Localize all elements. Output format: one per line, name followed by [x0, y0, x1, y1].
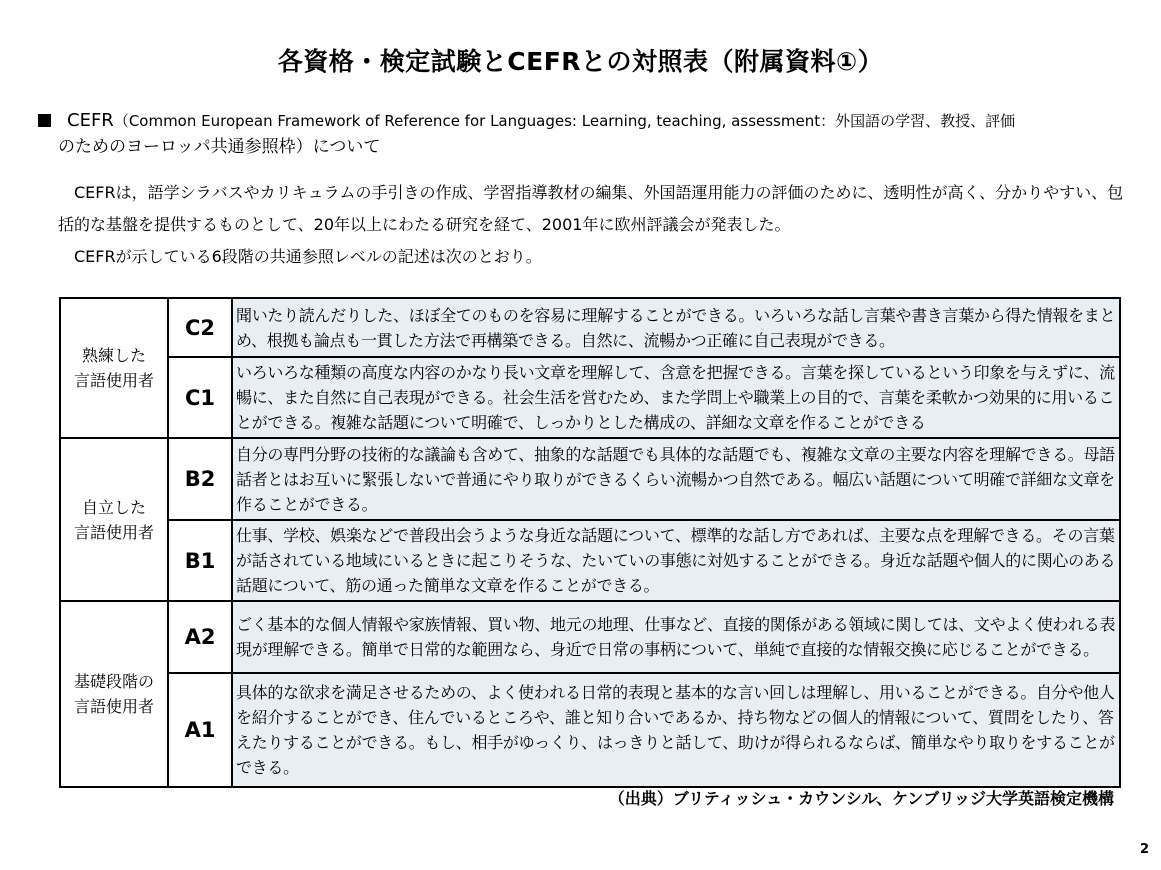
cefr-level-table — [59, 297, 1121, 788]
table-row — [60, 520, 1120, 601]
group-label — [60, 438, 168, 601]
heading-cefr: CEFR — [67, 110, 114, 131]
group-label-line: 基礎段階の 言語使用者 — [73, 672, 154, 716]
level-code: A2 — [168, 601, 232, 673]
group-label-line: 熟練した 言語使用者 — [73, 346, 154, 390]
level-description: 自分の専門分野の技術的な議論も含めて、抽象的な話題でも具体的な話題でも、複雑な文章の主要な内容を理解できる。母語話者とはお互いに緊張しないで普通にやり取りができるくらい流暢かつ自然である。幅広い話題について明確で詳細な文章を作ることができる。 — [232, 438, 1120, 520]
group-label — [60, 298, 168, 438]
square-bullet-icon — [38, 114, 51, 127]
intro-text — [58, 177, 1128, 273]
level-description: 具体的な欲求を満足させるための、よく使われる日常的表現と基本的な言い回しは理解し、用いることができる。自分や他人を紹介することができ、住んでいるところや、誰と知り合いであるか、持ち物などの個人的情報について、質問をしたり、答えたりすることができる。もし、相手がゆっくり、はっきりと話して、助けが得られるならば、簡単なやり取りをすることができる。 — [232, 673, 1120, 787]
source-citation: （出典）ブリティッシュ・カウンシル、ケンブリッジ大学英語検定機構 — [608, 789, 1114, 808]
heading-line2: のためのヨーロッパ共通参照枠）について — [58, 137, 381, 157]
level-description: 聞いたり読んだりした、ほぼ全てのものを容易に理解することができる。いろいろな話し言葉や書き言葉から得た情報をまとめ、根拠も論点も一貫した方法で再構築できる。自然に、流暢かつ正確に自己表現ができる。 — [232, 298, 1120, 357]
page-number: 2 — [1139, 842, 1149, 857]
level-code: B2 — [168, 438, 232, 520]
level-code: C2 — [168, 298, 232, 357]
level-code: B1 — [168, 520, 232, 601]
table-row — [60, 438, 1120, 520]
level-description: いろいろな種類の高度な内容のかなり長い文章を理解して、含意を把握できる。言葉を探しているという印象を与えずに、流暢に、また自然に自己表現ができる。社会生活を営むため、また学問上や職業上の目的で、言葉を柔軟かつ効果的に用いることができる。複雑な話題について明確で、しっかりとした構成の、詳細な文章を作ることができる — [232, 357, 1120, 438]
section-heading — [38, 108, 1128, 160]
table-row — [60, 601, 1120, 673]
level-description: ごく基本的な個人情報や家族情報、買い物、地元の地理、仕事など、直接的関係がある領域に関しては、文やよく使われる表現が理解できる。簡単で日常的な範囲なら、身近で日常の事柄について、単純で直接的な情報交換に応じることができる。 — [232, 601, 1120, 673]
table-row — [60, 298, 1120, 357]
page-title: 各資格・検定試験とCEFRとの対照表（附属資料①） — [277, 47, 884, 76]
intro-paragraph: CEFRは，語学シラバスやカリキュラムの手引きの作成、学習指導教材の編集、外国語運用能力の評価のために、透明性が高く、分かりやすい、包括的な基盤を提供するものとして、20年以上にわたる研究を経て、2001年に欧州評議会が発表した。 — [58, 183, 1124, 234]
heading-expansion: （Common European Framework of Reference for Languages: Learning, teaching, assessment：外国語の学習、教授、評価 — [113, 112, 1016, 130]
level-code: A1 — [168, 673, 232, 787]
intro-paragraph: CEFRが示している6段階の共通参照レベルの記述は次のとおり。 — [74, 247, 542, 266]
level-code: C1 — [168, 357, 232, 438]
table-row — [60, 357, 1120, 438]
table-row — [60, 673, 1120, 787]
group-label — [60, 601, 168, 787]
level-description: 仕事、学校、娯楽などで普段出会うような身近な話題について、標準的な話し方であれば、主要な点を理解できる。その言葉が話されている地域にいるときに起こりそうな、たいていの事態に対処することができる。身近な話題や個人的に関心のある話題について、筋の通った簡単な文章を作ることができる。 — [232, 520, 1120, 601]
group-label-line: 自立した 言語使用者 — [73, 497, 154, 542]
